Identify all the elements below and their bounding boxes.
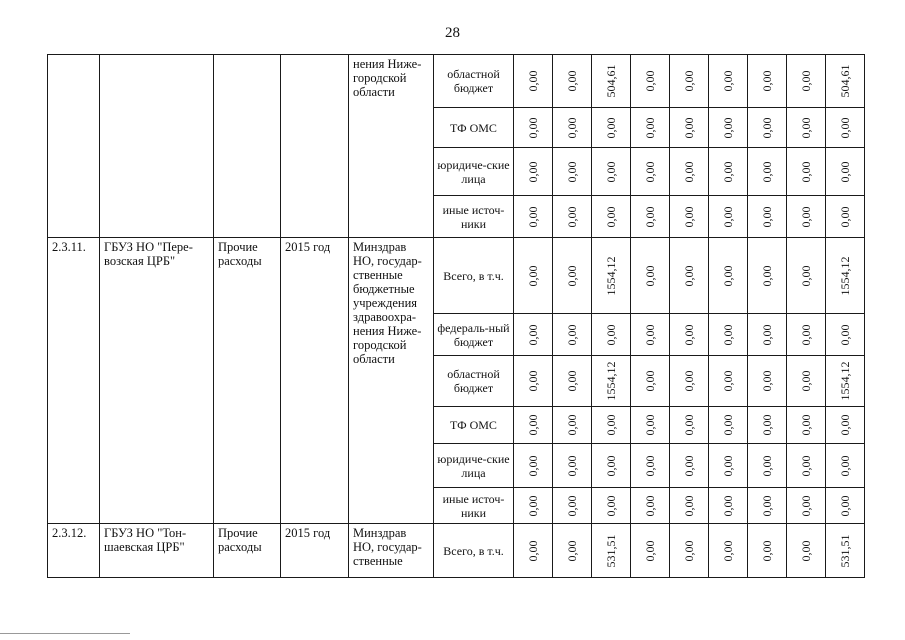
amount-cell xyxy=(826,148,865,196)
amount-cell xyxy=(592,356,631,407)
amount-value: 0,00 xyxy=(721,540,735,561)
amount-cell xyxy=(670,407,709,444)
amount-value: 0,00 xyxy=(721,206,735,227)
amount-cell xyxy=(748,148,787,196)
amount-cell xyxy=(553,314,592,356)
amount-cell xyxy=(709,196,748,238)
amount-value: 1554,12 xyxy=(838,361,852,401)
amount-value: 0,00 xyxy=(682,370,696,392)
amount-value: 0,00 xyxy=(526,265,540,286)
amount-value: 0,00 xyxy=(565,161,579,182)
amount-value: 0,00 xyxy=(526,540,540,561)
amount-cell xyxy=(553,444,592,488)
amount-cell xyxy=(826,488,865,524)
amount-value: 0,00 xyxy=(760,370,774,392)
amount-value: 0,00 xyxy=(760,265,774,286)
amount-value: 0,00 xyxy=(565,324,579,345)
amount-value: 0,00 xyxy=(526,370,540,392)
amount-value: 0,00 xyxy=(721,117,735,138)
name-cell: ГБУЗ НО "Пере-возская ЦРБ" xyxy=(100,238,214,524)
source-cell: областной бюджет xyxy=(434,356,514,407)
amount-value: 0,00 xyxy=(838,206,852,227)
amount-value: 0,00 xyxy=(721,324,735,345)
source-cell: иные источ-ники xyxy=(434,196,514,238)
source-cell: федераль-ный бюджет xyxy=(434,314,514,356)
amount-value: 0,00 xyxy=(643,117,657,138)
amount-cell xyxy=(826,108,865,148)
amount-cell xyxy=(787,148,826,196)
amount-cell xyxy=(631,488,670,524)
amount-value: 0,00 xyxy=(799,370,813,392)
amount-value: 0,00 xyxy=(760,540,774,561)
amount-value: 0,00 xyxy=(799,540,813,561)
amount-value: 0,00 xyxy=(799,495,813,516)
table-row xyxy=(48,238,865,314)
source-cell: ТФ ОМС xyxy=(434,108,514,148)
amount-cell xyxy=(631,444,670,488)
amount-value: 0,00 xyxy=(721,70,735,92)
amount-cell xyxy=(670,524,709,578)
amount-value: 0,00 xyxy=(604,455,618,476)
amount-value: 0,00 xyxy=(526,495,540,516)
amount-cell xyxy=(709,356,748,407)
amount-cell xyxy=(553,356,592,407)
amount-value: 504,61 xyxy=(838,64,852,98)
amount-cell xyxy=(748,356,787,407)
amount-value: 0,00 xyxy=(526,324,540,345)
amount-value: 0,00 xyxy=(682,161,696,182)
scan-artifact-line xyxy=(0,633,130,634)
amount-cell xyxy=(514,55,553,108)
source-cell: областной бюджет xyxy=(434,55,514,108)
amount-value: 0,00 xyxy=(565,540,579,561)
amount-cell xyxy=(709,314,748,356)
amount-value: 0,00 xyxy=(526,206,540,227)
amount-value: 0,00 xyxy=(682,117,696,138)
amount-cell xyxy=(748,238,787,314)
amount-value: 0,00 xyxy=(721,414,735,436)
source-cell: юридиче-ские лица xyxy=(434,148,514,196)
amount-value: 0,00 xyxy=(604,117,618,138)
executor-cell: нения Ниже-городской области xyxy=(349,55,434,238)
amount-cell xyxy=(514,356,553,407)
table-row xyxy=(48,524,865,578)
amount-value: 0,00 xyxy=(682,206,696,227)
amount-value: 0,00 xyxy=(799,455,813,476)
amount-value: 0,00 xyxy=(760,70,774,92)
amount-value: 0,00 xyxy=(760,324,774,345)
amount-value: 531,51 xyxy=(838,534,852,567)
amount-value: 0,00 xyxy=(526,117,540,138)
amount-cell xyxy=(514,148,553,196)
amount-value: 1554,12 xyxy=(604,361,618,401)
amount-cell xyxy=(787,314,826,356)
amount-cell xyxy=(670,314,709,356)
amount-cell xyxy=(553,148,592,196)
amount-cell xyxy=(748,196,787,238)
amount-cell xyxy=(826,238,865,314)
amount-value: 0,00 xyxy=(565,370,579,392)
source-cell: Всего, в т.ч. xyxy=(434,524,514,578)
amount-cell xyxy=(631,55,670,108)
amount-value: 0,00 xyxy=(643,414,657,436)
expense-cell xyxy=(214,55,281,238)
amount-value: 0,00 xyxy=(838,414,852,436)
source-cell: Всего, в т.ч. xyxy=(434,238,514,314)
amount-value: 1554,12 xyxy=(838,256,852,295)
amount-value: 0,00 xyxy=(682,324,696,345)
amount-value: 0,00 xyxy=(643,495,657,516)
amount-cell xyxy=(787,356,826,407)
amount-cell xyxy=(514,407,553,444)
executor-cell: Минздрав НО, государ-ственные бюджетные учреждения здравоохра-нения Ниже-городской области xyxy=(349,238,434,524)
executor-cell: Минздрав НО, государ-ственные xyxy=(349,524,434,578)
code-cell xyxy=(48,55,100,238)
year-cell: 2015 год xyxy=(281,238,349,524)
amount-cell xyxy=(826,444,865,488)
amount-value: 0,00 xyxy=(838,324,852,345)
amount-value: 0,00 xyxy=(799,324,813,345)
amount-cell xyxy=(592,55,631,108)
amount-value: 0,00 xyxy=(838,495,852,516)
code-cell: 2.3.12. xyxy=(48,524,100,578)
amount-cell xyxy=(709,108,748,148)
year-cell: 2015 год xyxy=(281,524,349,578)
amount-cell xyxy=(826,55,865,108)
amount-value: 0,00 xyxy=(526,455,540,476)
amount-value: 0,00 xyxy=(682,540,696,561)
amount-cell xyxy=(553,196,592,238)
amount-cell xyxy=(631,108,670,148)
amount-cell xyxy=(553,524,592,578)
amount-value: 0,00 xyxy=(565,265,579,286)
amount-value: 1554,12 xyxy=(604,256,618,295)
amount-cell xyxy=(826,407,865,444)
amount-value: 0,00 xyxy=(760,117,774,138)
amount-cell xyxy=(592,196,631,238)
amount-value: 0,00 xyxy=(604,206,618,227)
amount-cell xyxy=(670,238,709,314)
amount-cell xyxy=(748,108,787,148)
amount-value: 0,00 xyxy=(760,414,774,436)
amount-value: 0,00 xyxy=(799,414,813,436)
amount-value: 0,00 xyxy=(799,206,813,227)
amount-cell xyxy=(592,488,631,524)
amount-value: 0,00 xyxy=(760,495,774,516)
amount-cell xyxy=(748,444,787,488)
expense-cell: Прочие расходы xyxy=(214,238,281,524)
expense-cell: Прочие расходы xyxy=(214,524,281,578)
amount-value: 0,00 xyxy=(526,70,540,92)
amount-value: 0,00 xyxy=(760,455,774,476)
amount-cell xyxy=(787,488,826,524)
amount-cell xyxy=(709,407,748,444)
amount-value: 0,00 xyxy=(565,70,579,92)
amount-value: 0,00 xyxy=(565,495,579,516)
amount-cell xyxy=(748,55,787,108)
source-cell: ТФ ОМС xyxy=(434,407,514,444)
amount-value: 0,00 xyxy=(682,495,696,516)
amount-value: 0,00 xyxy=(838,455,852,476)
amount-cell xyxy=(514,238,553,314)
table-row xyxy=(48,55,865,108)
amount-cell xyxy=(514,314,553,356)
year-cell xyxy=(281,55,349,238)
amount-cell xyxy=(592,108,631,148)
amount-cell xyxy=(592,524,631,578)
amount-cell xyxy=(631,524,670,578)
amount-value: 0,00 xyxy=(643,70,657,92)
amount-cell xyxy=(514,108,553,148)
amount-value: 0,00 xyxy=(643,161,657,182)
amount-value: 0,00 xyxy=(799,161,813,182)
amount-cell xyxy=(631,148,670,196)
amount-value: 0,00 xyxy=(721,265,735,286)
amount-cell xyxy=(592,407,631,444)
amount-cell xyxy=(709,488,748,524)
amount-value: 0,00 xyxy=(565,206,579,227)
source-cell: иные источ-ники xyxy=(434,488,514,524)
amount-cell xyxy=(631,407,670,444)
amount-cell xyxy=(709,444,748,488)
amount-cell xyxy=(670,108,709,148)
amount-cell xyxy=(592,444,631,488)
amount-value: 0,00 xyxy=(604,161,618,182)
amount-value: 0,00 xyxy=(643,265,657,286)
amount-cell xyxy=(670,196,709,238)
amount-value: 531,51 xyxy=(604,534,618,567)
amount-cell xyxy=(826,314,865,356)
amount-cell xyxy=(748,488,787,524)
amount-cell xyxy=(826,196,865,238)
amount-cell xyxy=(787,108,826,148)
amount-value: 0,00 xyxy=(721,370,735,392)
amount-cell xyxy=(592,148,631,196)
amount-cell xyxy=(748,407,787,444)
amount-cell xyxy=(514,196,553,238)
amount-value: 0,00 xyxy=(799,70,813,92)
amount-value: 0,00 xyxy=(721,161,735,182)
amount-cell xyxy=(670,148,709,196)
amount-cell xyxy=(553,238,592,314)
amount-cell xyxy=(514,488,553,524)
amount-cell xyxy=(631,196,670,238)
amount-value: 0,00 xyxy=(604,324,618,345)
name-cell xyxy=(100,55,214,238)
amount-cell xyxy=(553,488,592,524)
amount-cell xyxy=(748,314,787,356)
amount-cell xyxy=(553,55,592,108)
amount-cell xyxy=(670,488,709,524)
amount-cell xyxy=(553,108,592,148)
amount-cell xyxy=(787,196,826,238)
amount-value: 0,00 xyxy=(565,117,579,138)
amount-cell xyxy=(592,314,631,356)
amount-cell xyxy=(631,238,670,314)
amount-value: 0,00 xyxy=(760,206,774,227)
amount-cell xyxy=(631,314,670,356)
amount-value: 0,00 xyxy=(565,455,579,476)
amount-value: 0,00 xyxy=(643,206,657,227)
amount-value: 0,00 xyxy=(643,324,657,345)
amount-cell xyxy=(709,524,748,578)
amount-value: 504,61 xyxy=(604,64,618,98)
amount-value: 0,00 xyxy=(721,455,735,476)
amount-cell xyxy=(670,444,709,488)
amount-cell xyxy=(670,356,709,407)
amount-cell xyxy=(826,356,865,407)
name-cell: ГБУЗ НО "Тон-шаевская ЦРБ" xyxy=(100,524,214,578)
amount-cell xyxy=(670,55,709,108)
code-cell: 2.3.11. xyxy=(48,238,100,524)
amount-cell xyxy=(709,148,748,196)
amount-cell xyxy=(787,524,826,578)
amount-value: 0,00 xyxy=(682,414,696,436)
amount-value: 0,00 xyxy=(721,495,735,516)
amount-value: 0,00 xyxy=(526,414,540,436)
amount-value: 0,00 xyxy=(643,370,657,392)
amount-value: 0,00 xyxy=(604,495,618,516)
amount-cell xyxy=(514,524,553,578)
amount-cell xyxy=(592,238,631,314)
amount-value: 0,00 xyxy=(526,161,540,182)
amount-cell xyxy=(787,55,826,108)
amount-value: 0,00 xyxy=(682,70,696,92)
amount-cell xyxy=(787,444,826,488)
amount-value: 0,00 xyxy=(682,455,696,476)
amount-cell xyxy=(709,238,748,314)
amount-value: 0,00 xyxy=(838,117,852,138)
budget-table xyxy=(47,54,865,578)
amount-value: 0,00 xyxy=(799,265,813,286)
amount-value: 0,00 xyxy=(643,540,657,561)
amount-cell xyxy=(553,407,592,444)
amount-value: 0,00 xyxy=(565,414,579,436)
amount-cell xyxy=(709,55,748,108)
source-cell: юридиче-ские лица xyxy=(434,444,514,488)
amount-value: 0,00 xyxy=(838,161,852,182)
amount-cell xyxy=(787,407,826,444)
amount-cell xyxy=(826,524,865,578)
amount-cell xyxy=(631,356,670,407)
amount-value: 0,00 xyxy=(682,265,696,286)
amount-value: 0,00 xyxy=(799,117,813,138)
amount-cell xyxy=(748,524,787,578)
amount-value: 0,00 xyxy=(604,414,618,436)
amount-value: 0,00 xyxy=(643,455,657,476)
amount-cell xyxy=(514,444,553,488)
page-number: 28 xyxy=(445,25,460,41)
amount-value: 0,00 xyxy=(760,161,774,182)
amount-cell xyxy=(787,238,826,314)
